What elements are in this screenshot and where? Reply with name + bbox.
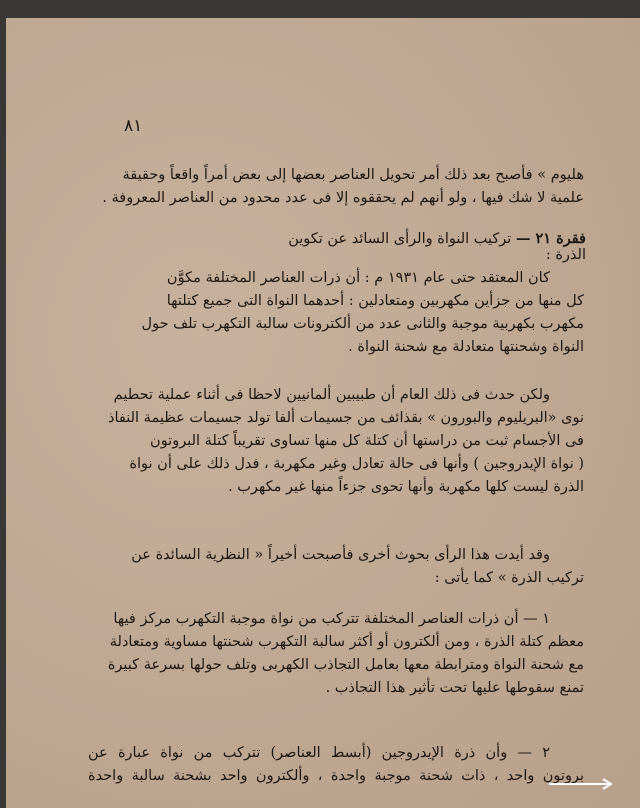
text-line: علمية لا شك فيها ، ولو أنهم لم يحققوه إلا فى عدد محدود من العناصر المعروفة . [102,190,584,206]
text-line: ( نواة الإيدروجين ) وأنها فى حالة تعادل وغير مكهربة ، فدل ذلك على أن نواة [129,456,584,472]
text-line: الذرة ليست كلها مكهربة وأنها تحوى جزءاً منها غير مكهرب . [228,479,584,495]
paragraph-1 [88,164,584,210]
text-line: معظم كتلة الذرة ، ومن ألكترون أو أكثر سالبة التكهرب شحنتها مساوية ومتعادلة [109,634,584,650]
text-line: كل منها من جزأين مكهربين ومتعادلين : أحدهما النواة التى جميع كتلتها [166,293,584,309]
page-number: ٨١ [124,116,143,136]
paragraph-2 [88,267,584,359]
section-heading [256,230,586,263]
paragraph-3 [88,384,584,499]
text-line: ٢ — وأن ذرة الإيدروجين (أبسط العناصر) تتركب من نواة عبارة عن [88,745,550,761]
text-line: هليوم » فأصبح بعد ذلك أمر تحويل العناصر بعضها إلى بعض أمراً واقعاً وحقيقة [122,167,584,183]
text-line: ١ — أن ذرات العناصر المختلفة تتركب من نواة موجبة التكهرب مركز فيها [113,611,550,627]
text-line: مكهرب بكهربية موجبة والثانى عدد من ألكترونات سالبة التكهرب تلف حول [141,316,584,332]
text-line: كان المعتقد حتى عام ١٩٣١ م : أن ذرات العناصر المختلفة مكوَّن [166,270,550,286]
text-line: ولكن حدث فى ذلك العام أن طبيبين ألمانيين لاحظا فى أثناء عملية تحطيم [113,387,550,403]
paragraph-4 [88,544,584,590]
paragraph-5 [88,608,584,700]
text-line: وقد أيدت هذا الرأى بحوث أخرى فأصبحت أخيراً « النظرية السائدة عن [131,547,550,563]
text-line: نوى «البريليوم والبورون » بقذائف من جسيمات ألفا تولد جسيمات عظيمة النفاذ [108,410,584,426]
paragraph-6 [88,742,584,788]
section-title: تركيب النواة والرأى السائد عن تكوين الذرة : [288,231,586,263]
text-line: بروتون واحد ، ذات شحنة موجبة واحدة ، وألكترون واحد بشحنة سالبة واحدة [88,768,584,784]
text-line: فى الأجسام ثبت من دراستها أن كتلة كل منها تساوى تقريباً كتلة البروتون [150,433,584,449]
section-label: فقرة ٢١ — [515,230,586,247]
arrow-right-icon [549,777,617,791]
text-line: مع شحنة النواة ومترابطة معها بعامل التجاذب الكهربى وتلف حولها بسرعة كبيرة [107,657,584,673]
text-line: تركيب الذرة » كما يأتى : [434,570,584,586]
book-page [6,18,640,808]
text-line: تمنع سقوطها عليها تحت تأثير هذا التجاذب . [325,680,584,696]
text-line: النواة وشحنتها متعادلة مع شحنة النواة . [348,339,584,355]
